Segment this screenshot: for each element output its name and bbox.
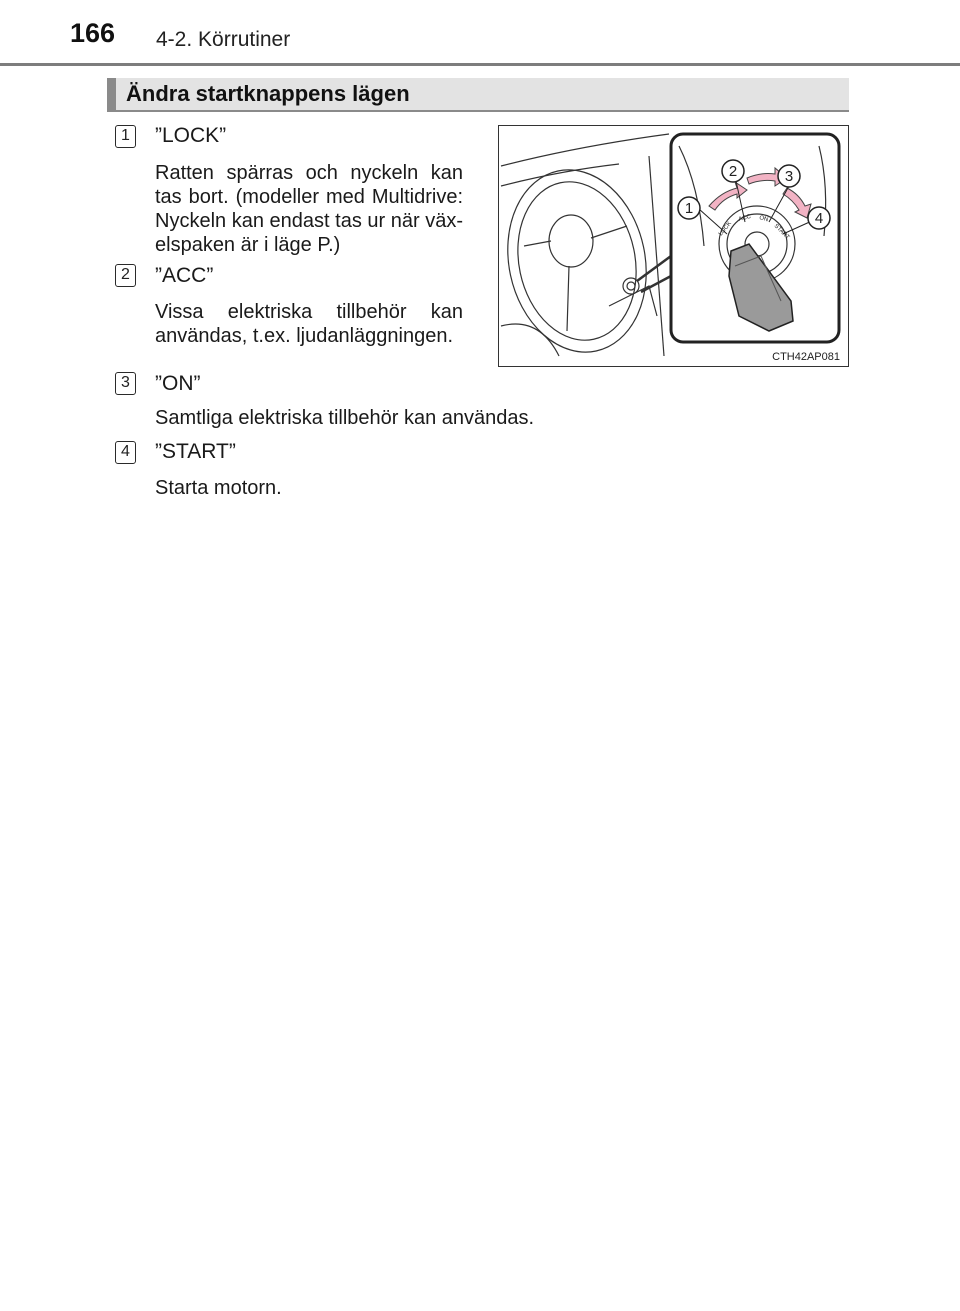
dashboard-line (501, 134, 669, 166)
switch-mark: ON (758, 215, 769, 224)
steering-wheel-outer (499, 157, 663, 365)
item-description: Starta motorn. (155, 477, 282, 499)
section-title-bar (107, 78, 849, 112)
steering-wheel-hub (549, 215, 593, 267)
page-number: 166 (70, 18, 116, 48)
ignition-illustration (499, 126, 847, 366)
item-number-badge: 4 (115, 441, 136, 464)
callout-number: 4 (814, 210, 824, 227)
ignition-figure (498, 125, 849, 367)
steering-column (609, 286, 657, 316)
switch-mark: ACC (737, 213, 752, 223)
section-header: 4-2. Körrutiner (156, 28, 291, 51)
section-title: Ändra startknappens lägen (126, 81, 410, 106)
item-description: Vissa elektriska tillbehör kan användas, t.ex. ljudanläggningen. (155, 301, 463, 347)
item-label: ”LOCK” (155, 124, 227, 147)
figure-code: CTH42AP081 (772, 351, 840, 363)
title-accent (107, 78, 116, 110)
dashboard-line (649, 156, 664, 356)
callout-number: 3 (784, 168, 794, 185)
item-description: Samtliga elektriska tillbehör kan användas. (155, 407, 535, 429)
callout-number: 1 (684, 200, 694, 217)
item-number-badge: 2 (115, 264, 136, 287)
switch-mark: START (772, 223, 791, 241)
item-label: ”START” (155, 440, 236, 463)
header-rule (0, 63, 960, 66)
switch-mark: LOCK (717, 220, 734, 238)
item-label: ”ON” (155, 372, 201, 395)
item-label: ”ACC” (155, 264, 214, 287)
item-number-badge: 3 (115, 372, 136, 395)
callout-number: 2 (728, 163, 738, 180)
item-number-badge: 1 (115, 125, 136, 148)
steering-wheel-inner (504, 171, 651, 352)
ignition-switch-small-core (627, 282, 635, 290)
item-description: Ratten spärras och nyckeln kan tas bort. (modeller med Multidrive: Nyckeln kan endast tas ur när väx-elspaken är i läge P.) (155, 162, 463, 256)
zoom-pointer (637, 256, 671, 281)
